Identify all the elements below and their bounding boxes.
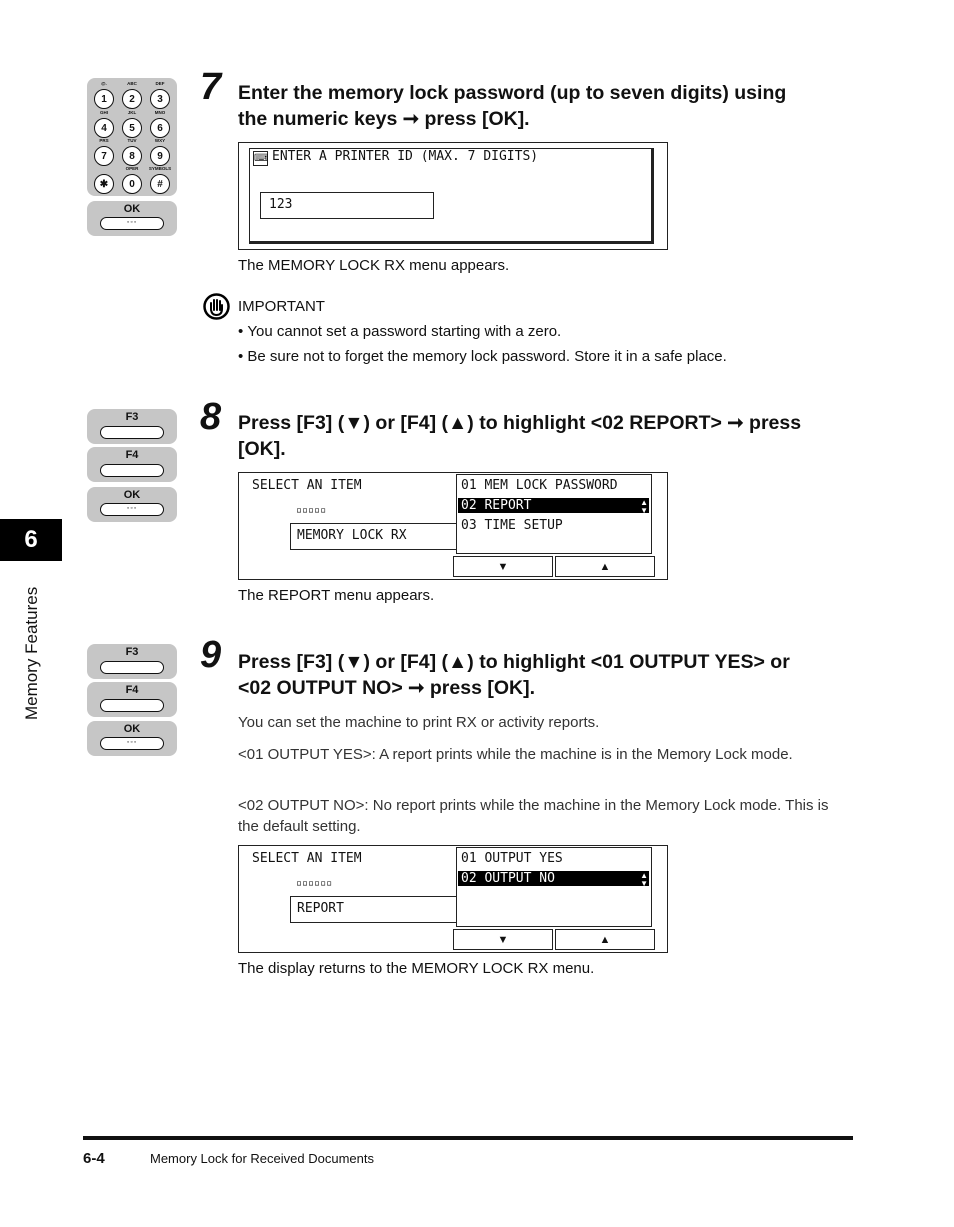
key-0: 0 <box>122 174 142 194</box>
f3-button-illustration: F3 <box>87 644 177 679</box>
down-arrow-icon: ▼ <box>453 929 553 950</box>
key-3: 3 <box>150 89 170 109</box>
important-item: • You cannot set a password starting with a zero. <box>238 323 562 340</box>
up-arrow-icon: ▲ <box>555 929 655 950</box>
key-letters: PRS <box>99 138 109 143</box>
key-letters: JKL <box>127 110 137 115</box>
numeric-keypad-illustration <box>87 78 177 196</box>
menu-item-selected: 02 REPORT <box>458 498 649 513</box>
key-letters: @. <box>101 81 107 86</box>
hand-stop-icon <box>203 293 230 320</box>
step-9-heading: Press [F3] (▼) or [F4] (▲) to highlight <01 OUTPUT YES> or <02 OUTPUT NO> ➞ press [OK]. <box>238 651 790 699</box>
current-menu-box: MEMORY LOCK RX <box>290 523 465 550</box>
ok-label: OK <box>123 203 141 215</box>
menu-item: 01 MEM LOCK PASSWORD <box>461 478 618 493</box>
step-9-paragraph: <01 OUTPUT YES>: A report prints while the machine is in the Memory Lock mode. <box>238 746 793 763</box>
footer-rule <box>83 1136 853 1140</box>
step-8-number: 8 <box>200 396 222 438</box>
key-letters: DEF <box>155 81 165 86</box>
step-9-result: The display returns to the MEMORY LOCK RX menu. <box>238 960 595 977</box>
f4-button-illustration: F4 <box>87 682 177 717</box>
key-6: 6 <box>150 118 170 138</box>
lcd-dots: ▫▫▫▫▫ <box>296 505 327 516</box>
step-7-result: The MEMORY LOCK RX menu appears. <box>238 257 510 274</box>
step-8-heading: Press [F3] (▼) or [F4] (▲) to highlight <02 REPORT> ➞ press [OK]. <box>238 412 802 460</box>
key-letters: TUV <box>127 138 137 143</box>
menu-list <box>456 847 652 927</box>
lcd-title: SELECT AN ITEM <box>252 478 362 493</box>
lcd-prompt: ENTER A PRINTER ID (MAX. 7 DIGITS) <box>272 149 539 164</box>
key-letters: GHI <box>99 110 108 115</box>
updown-icon: ▲ ▼ <box>640 871 648 888</box>
chapter-tab: 6 <box>0 519 62 561</box>
key-star: ✱ <box>94 174 114 194</box>
step-9-number: 9 <box>200 634 222 676</box>
ok-pill: ◦◦◦ <box>100 217 164 230</box>
key-letters: MNO <box>154 110 166 115</box>
f3-button-illustration: F3 <box>87 409 177 444</box>
menu-item-selected: 02 OUTPUT NO <box>458 871 649 886</box>
step-7-number: 7 <box>200 66 222 108</box>
page-number: 6-4 <box>83 1150 105 1167</box>
key-5: 5 <box>122 118 142 138</box>
key-letters: OPER <box>125 166 139 171</box>
step-7-heading: Enter the memory lock password (up to seven digits) using the numeric keys ➞ press [OK]. <box>238 82 787 130</box>
ok-button-illustration: OK ◦◦◦ <box>87 487 177 522</box>
key-7: 7 <box>94 146 114 166</box>
step-8-result: The REPORT menu appears. <box>238 587 435 604</box>
key-8: 8 <box>122 146 142 166</box>
key-1: 1 <box>94 89 114 109</box>
f4-button-illustration: F4 <box>87 447 177 482</box>
lcd-report-screen <box>238 845 668 953</box>
key-2: 2 <box>122 89 142 109</box>
menu-item: 03 TIME SETUP <box>461 518 563 533</box>
ok-button-illustration: OK ◦◦◦ <box>87 721 177 756</box>
lcd-dots: ▫▫▫▫▫▫ <box>296 878 333 889</box>
up-arrow-icon: ▲ <box>555 556 655 577</box>
chapter-label: Memory Features <box>22 586 41 720</box>
keyboard-icon: ⌨ <box>254 153 269 164</box>
key-hash: # <box>150 174 170 194</box>
menu-item: 01 OUTPUT YES <box>461 851 563 866</box>
current-menu-box: REPORT <box>290 896 465 923</box>
step-9-paragraph: <02 OUTPUT NO>: No report prints while the machine in the Memory Lock mode. This is the default setting. <box>238 797 829 835</box>
lcd-title: SELECT AN ITEM <box>252 851 362 866</box>
footer-title: Memory Lock for Received Documents <box>150 1151 374 1166</box>
important-item: • Be sure not to forget the memory lock password. Store it in a safe place. <box>238 348 727 365</box>
updown-icon: ▲ ▼ <box>640 498 648 515</box>
step-9-paragraph: You can set the machine to print RX or activity reports. <box>238 714 600 731</box>
key-letters: ABC <box>127 81 137 86</box>
ok-button-illustration <box>87 201 177 236</box>
menu-list <box>456 474 652 554</box>
key-4: 4 <box>94 118 114 138</box>
important-title: IMPORTANT <box>238 298 325 315</box>
key-9: 9 <box>150 146 170 166</box>
key-letters: SYMBOLS <box>148 166 172 171</box>
key-letters: WXY <box>154 138 166 143</box>
lcd-password-screen <box>238 142 668 250</box>
down-arrow-icon: ▼ <box>453 556 553 577</box>
lcd-memory-lock-rx-screen <box>238 472 668 580</box>
password-field: 123 <box>260 192 434 219</box>
